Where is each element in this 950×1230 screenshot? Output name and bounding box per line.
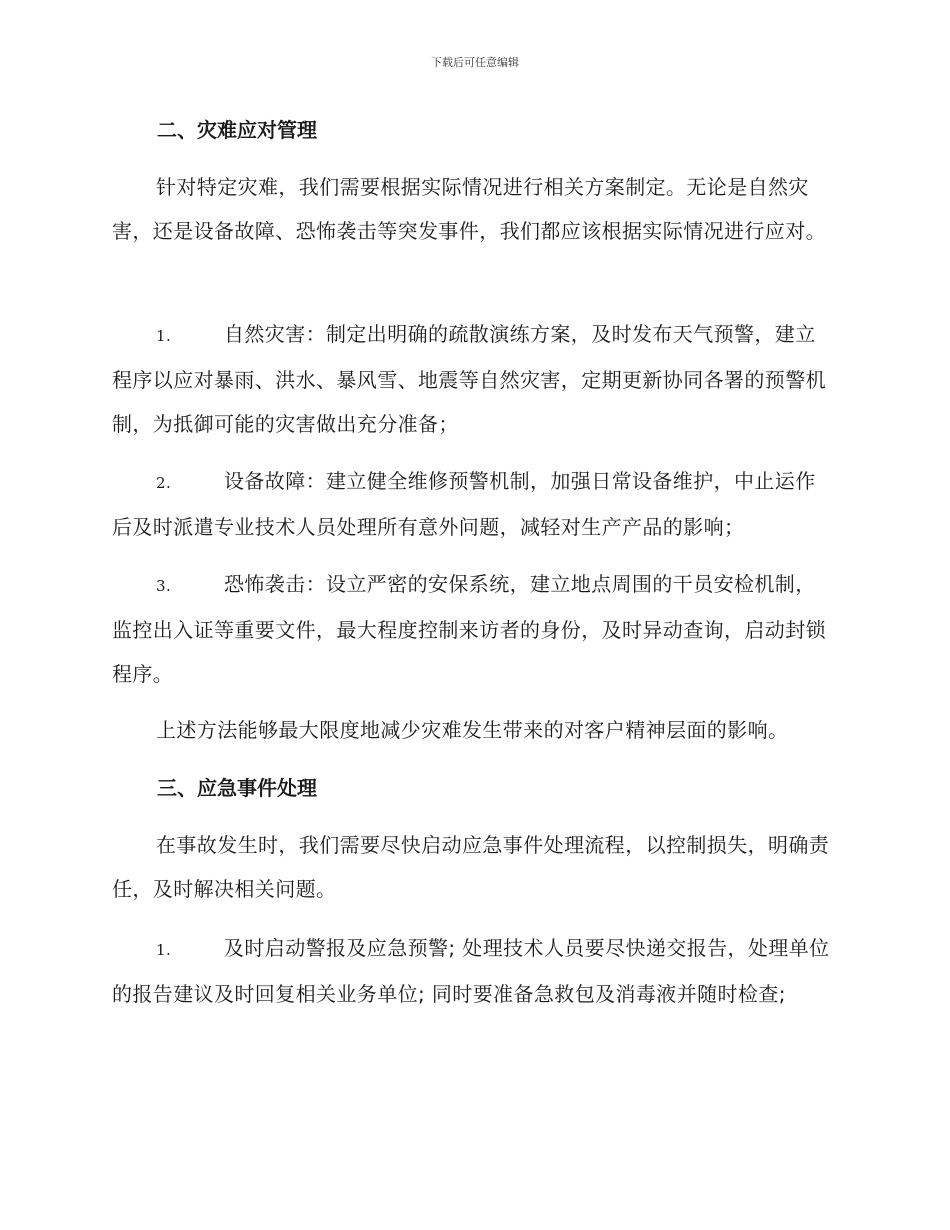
item-number: 3. xyxy=(156,577,172,595)
item-text: 及时启动警报及应急预警; 处理技术人员要尽快递交报告，处理单位的报告建议及时回复相关业务单位; 同时要准备急救包及消毒液并随时检查; xyxy=(112,936,830,1006)
section-2-item-3 xyxy=(112,562,832,696)
page-header: 下载后可任意编辑 xyxy=(431,56,519,69)
section-3-title: 三、应急事件处理 xyxy=(157,776,317,800)
section-3-item-1 xyxy=(112,926,832,1016)
section-2-item-2 xyxy=(112,459,832,549)
item-number: 2. xyxy=(156,474,172,492)
section-2-title: 二、灾难应对管理 xyxy=(157,118,317,142)
item-number: 1. xyxy=(156,327,172,345)
item-number: 1. xyxy=(156,941,172,959)
item-text: 恐怖袭击：设立严密的安保系统，建立地点周围的干员安检机制，监控出入证等重要文件，最大程度控制来访者的身份，及时异动查询，启动封锁程序。 xyxy=(112,572,826,686)
item-text: 设备故障：建立健全维修预警机制，加强日常设备维护，中止运作后及时派遣专业技术人员处理所有意外问题，减轻对生产产品的影响； xyxy=(112,469,816,539)
section-3-intro: 在事故发生时，我们需要尽快启动应急事件处理流程，以控制损失，明确责任，及时解决相关问题。 xyxy=(112,833,830,901)
section-2-summary: 上述方法能够最大限度地减少灾难发生带来的对客户精神层面的影响。 xyxy=(156,718,789,742)
section-2-item-1 xyxy=(112,312,832,446)
item-text: 自然灾害：制定出明确的疏散演练方案，及时发布天气预警，建立程序以应对暴雨、洪水、暴风雪、地震等自然灾害，定期更新协同各署的预警机制，为抵御可能的灾害做出充分准备； xyxy=(112,322,826,436)
section-2-intro: 针对特定灾难，我们需要根据实际情况进行相关方案制定。无论是自然灾害，还是设备故障、恐怖袭击等突发事件，我们都应该根据实际情况进行应对。 xyxy=(112,175,826,243)
